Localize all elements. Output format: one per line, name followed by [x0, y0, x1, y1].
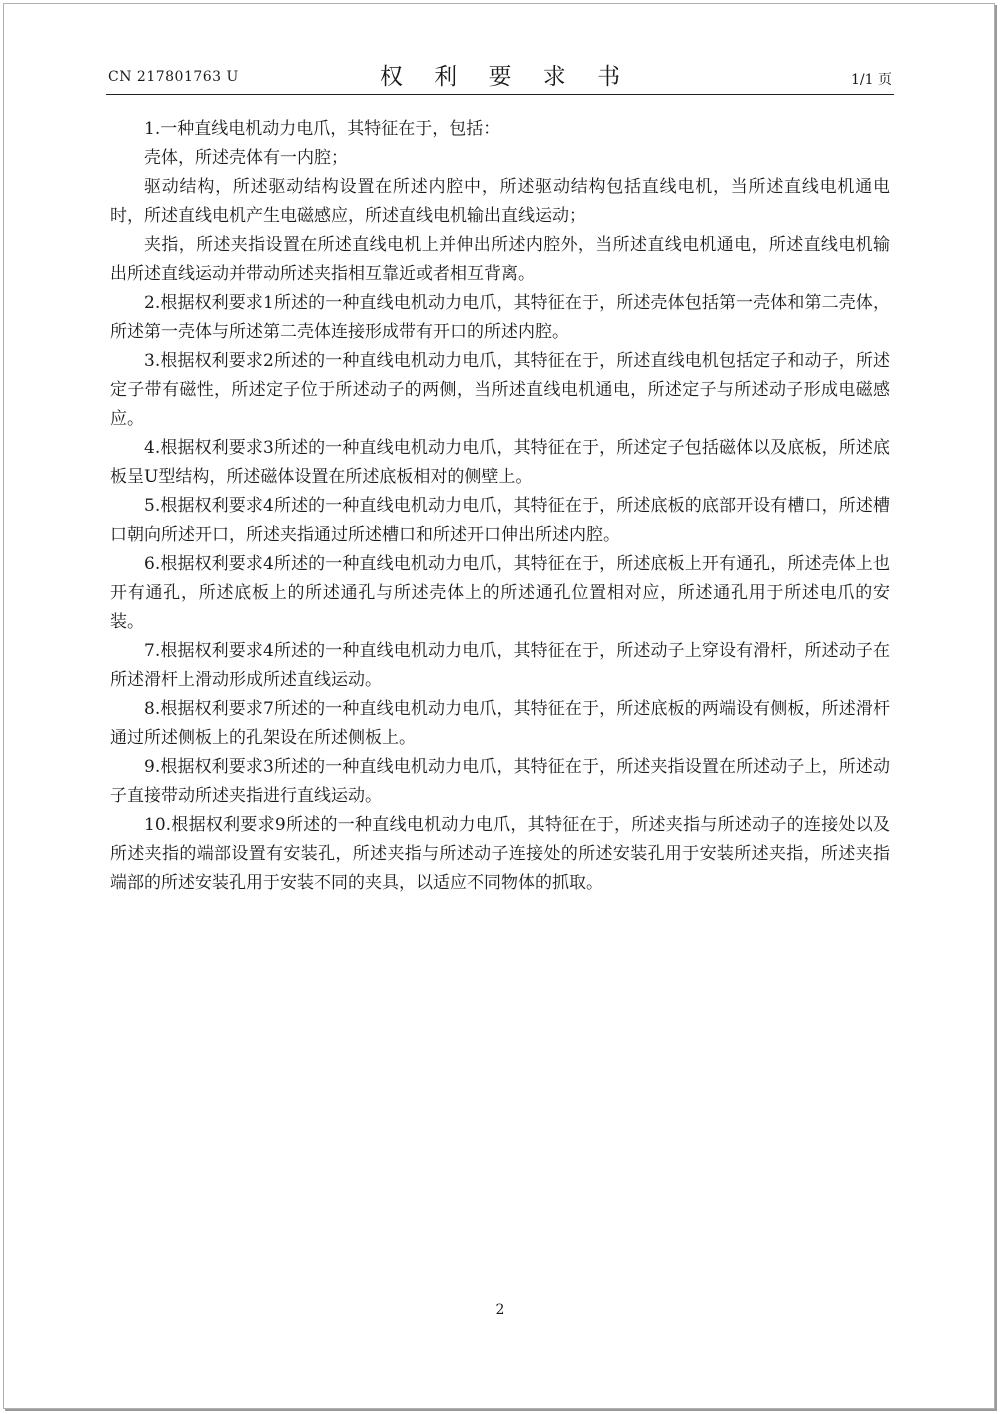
claim-1-drive: 驱动结构，所述驱动结构设置在所述内腔中，所述驱动结构包括直线电机，当所述直线电机通电时，所述直线电机产生电磁感应，所述直线电机输出直线运动；: [110, 177, 890, 226]
page-header: [106, 52, 894, 96]
claim-2: 2.根据权利要求1所述的一种直线电机动力电爪，其特征在于，所述壳体包括第一壳体和第二壳体，所述第一壳体与所述第二壳体连接形成带有开口的所述内腔。: [110, 293, 890, 342]
claim-6: 6.根据权利要求4所述的一种直线电机动力电爪，其特征在于，所述底板上开有通孔，所述壳体上也开有通孔，所述底板上的所述通孔与所述壳体上的所述通孔位置相对应，所述通孔用于所述电爪的安装。: [110, 554, 890, 632]
document-title: 权 利 要 求 书: [379, 64, 633, 90]
header-rule: [106, 94, 894, 95]
claim-1-fingers: 夹指，所述夹指设置在所述直线电机上并伸出所述内腔外，当所述直线电机通电，所述直线电机输出所述直线运动并带动所述夹指相互靠近或者相互背离。: [110, 235, 890, 284]
page-number: 2: [495, 1302, 505, 1318]
document-number: CN 217801763 U: [108, 69, 239, 85]
claim-4: 4.根据权利要求3所述的一种直线电机动力电爪，其特征在于，所述定子包括磁体以及底板，所述底板呈U型结构，所述磁体设置在所述底板相对的侧壁上。: [110, 438, 890, 487]
claim-3: 3.根据权利要求2所述的一种直线电机动力电爪，其特征在于，所述直线电机包括定子和动子，所述定子带有磁性，所述定子位于所述动子的两侧，当所述直线电机通电，所述定子与所述动子形成电磁感应。: [110, 351, 890, 429]
claims-body: [110, 115, 890, 898]
claim-1-housing: 壳体，所述壳体有一内腔；: [144, 148, 348, 168]
claim-1-intro: 1.一种直线电机动力电爪，其特征在于，包括：: [144, 119, 501, 139]
claim-8: 8.根据权利要求7所述的一种直线电机动力电爪，其特征在于，所述底板的两端设有侧板，所述滑杆通过所述侧板上的孔架设在所述侧板上。: [110, 699, 890, 748]
page-count: 1/1 页: [851, 72, 892, 88]
claim-10: 10.根据权利要求9所述的一种直线电机动力电爪，其特征在于，所述夹指与所述动子的连接处以及所述夹指的端部设置有安装孔，所述夹指与所述动子连接处的所述安装孔用于安装所述夹指，所述夹指端部的所述安装孔用于安装不同的夹具，以适应不同物体的抓取。: [110, 815, 890, 893]
claim-9: 9.根据权利要求3所述的一种直线电机动力电爪，其特征在于，所述夹指设置在所述动子上，所述动子直接带动所述夹指进行直线运动。: [110, 757, 890, 806]
claim-7: 7.根据权利要求4所述的一种直线电机动力电爪，其特征在于，所述动子上穿设有滑杆，所述动子在所述滑杆上滑动形成所述直线运动。: [110, 641, 890, 690]
claim-5: 5.根据权利要求4所述的一种直线电机动力电爪，其特征在于，所述底板的底部开设有槽口，所述槽口朝向所述开口，所述夹指通过所述槽口和所述开口伸出所述内腔。: [110, 496, 890, 545]
